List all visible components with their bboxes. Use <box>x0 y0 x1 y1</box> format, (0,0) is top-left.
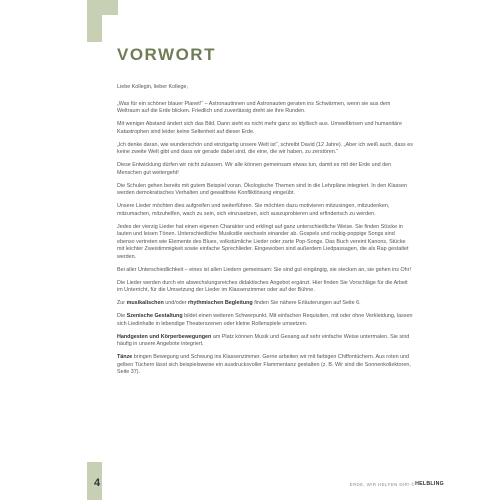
bold-term: rhythmischen Begleitung <box>188 300 253 306</box>
text-span: Zur <box>117 300 127 306</box>
body-text <box>117 84 413 382</box>
bold-term: Szenische Gestaltung <box>126 313 183 319</box>
corner-decoration-top <box>87 0 102 42</box>
salutation: Liebe Kollegin, lieber Kollege, <box>117 84 189 90</box>
text-span: am Platz können Musik und Gesang auf sehr einfache Weise untermalen. Sie sind häufig in unsere Angebote integriert. <box>117 333 410 347</box>
paragraph: Diese Entwicklung dürfen wir nicht zulassen. Wir alle können gemeinsam etwas tun, damit es mit der Erde und den Menschen gut weitergeht! <box>117 162 392 176</box>
paragraph: Die Lieder werden durch ein abwechslungsreiches didaktisches Angebot ergänzt. Hier finden Sie Vorschläge für die Arbeit im Unterricht, für die Umsetzung der Lieder im Klassenzimmer oder auf der Bühne. <box>117 279 408 293</box>
paragraph: Bei aller Unterschiedlichkeit – eines ist allen Liedern gemeinsam: Sie sind gut eingängig, sie stecken an, sie gehen ins Ohr! <box>117 266 411 273</box>
paragraph: Jedes der vierzig Lieder hat einen eigenen Charakter und erklingt auf ganz unterschiedliche Weise. Sie finden Stücke in lauten und leisen Tönen. Unterschiedliche Musikstile wechseln einander ab. Gospels und rockig-poppige Songs sind ebenso vertreten wie Elemente des Blues, volkstümliche Lieder oder zarte Pop-Songs. Das Buch vereint Kanons, Stücke mit leichter Zweistimmigkeit sowie einfache Sprechlieder. Eingewoben sind außerdem Liedpassagen, die als Rap gestaltet werden. <box>117 223 409 260</box>
text-span: bildet einen weiteren Schwerpunkt. Mit einfachen Requisiten, mit oder ohne Verkleidung, lassen sich Liedinhalte in lebendige Theaterszenen oder kleine Rollenspiele umsetzen. <box>117 313 413 327</box>
bold-term: musikalischen <box>126 300 164 306</box>
paragraph: Die Schulen gehen bereits mit gutem Beispiel voran. Ökologische Themen sind in die Lehrpläne integriert. In den Klassen werden demokratisches Verhalten und gewaltfreie Konfliktlösung eingeübt. <box>117 182 407 196</box>
paragraph <box>117 354 413 377</box>
paragraph: Mit weniger Abstand ändert sich das Bild. Dann sieht es nicht mehr ganz so idyllisch aus. Umweltkrisen und humanitäre Katastrophen sind leider keine Seltenheit auf dieser Erde. <box>117 121 402 135</box>
paragraph: „Was für ein schöner blauer Planet!“ – Astronautinnen und Astronauten geraten ins Schwärmen, wenn sie aus dem Weltraum auf die Erde blicken. Friedlich und zuverlässig dreht sie ihre Runden. <box>117 100 391 114</box>
text-span: Die <box>117 313 127 319</box>
publisher-brand: HELBLING <box>415 481 444 487</box>
paragraph <box>117 334 413 349</box>
bold-term: Handgesten und Körperbewegungen <box>117 333 212 340</box>
bold-term: Tänze <box>117 354 133 360</box>
page-number: 4 <box>94 477 101 489</box>
paragraph: „Ich denke daran, wie wunderschön und einzigartig unsere Welt ist“, schreibt David (12 Jahre). „Aber ich weiß auch, dass es keine zweite Welt gibt und dass wir gerade dabei sind, die eine, die wir haben, zu zerstören.“ <box>117 141 413 155</box>
paragraph: Unsere Lieder möchten dies aufgreifen und weiterführen. Sie möchten dazu motivieren mitzusingen, mitzudenken, mitzumachen, mitzuhelfen, wach zu sein, sich einzusetzen, sich auszuprobieren und erfinderisch zu werden. <box>117 203 390 217</box>
text-span: finden Sie nähere Erläuterungen auf Seite 6. <box>252 300 361 306</box>
text-span: bringen Bewegung und Schwung ins Klassenzimmer. Gerne arbeiten wir mit farbigen Chiffontüchern. Aus roten und gelben Tüchern lässt sich beispielsweise ein ausdrucksvoller Flammentanz gestalten (z. B. Wir sind die Sonnenkollektoren, Seite 37). <box>117 354 411 375</box>
paragraph <box>117 300 413 308</box>
footer-text: ERDE, WIR HELFEN DIR! © <box>349 482 415 487</box>
page-title: VORWORT <box>117 45 216 64</box>
text-span: und/oder <box>163 300 189 306</box>
paragraph <box>117 313 413 328</box>
